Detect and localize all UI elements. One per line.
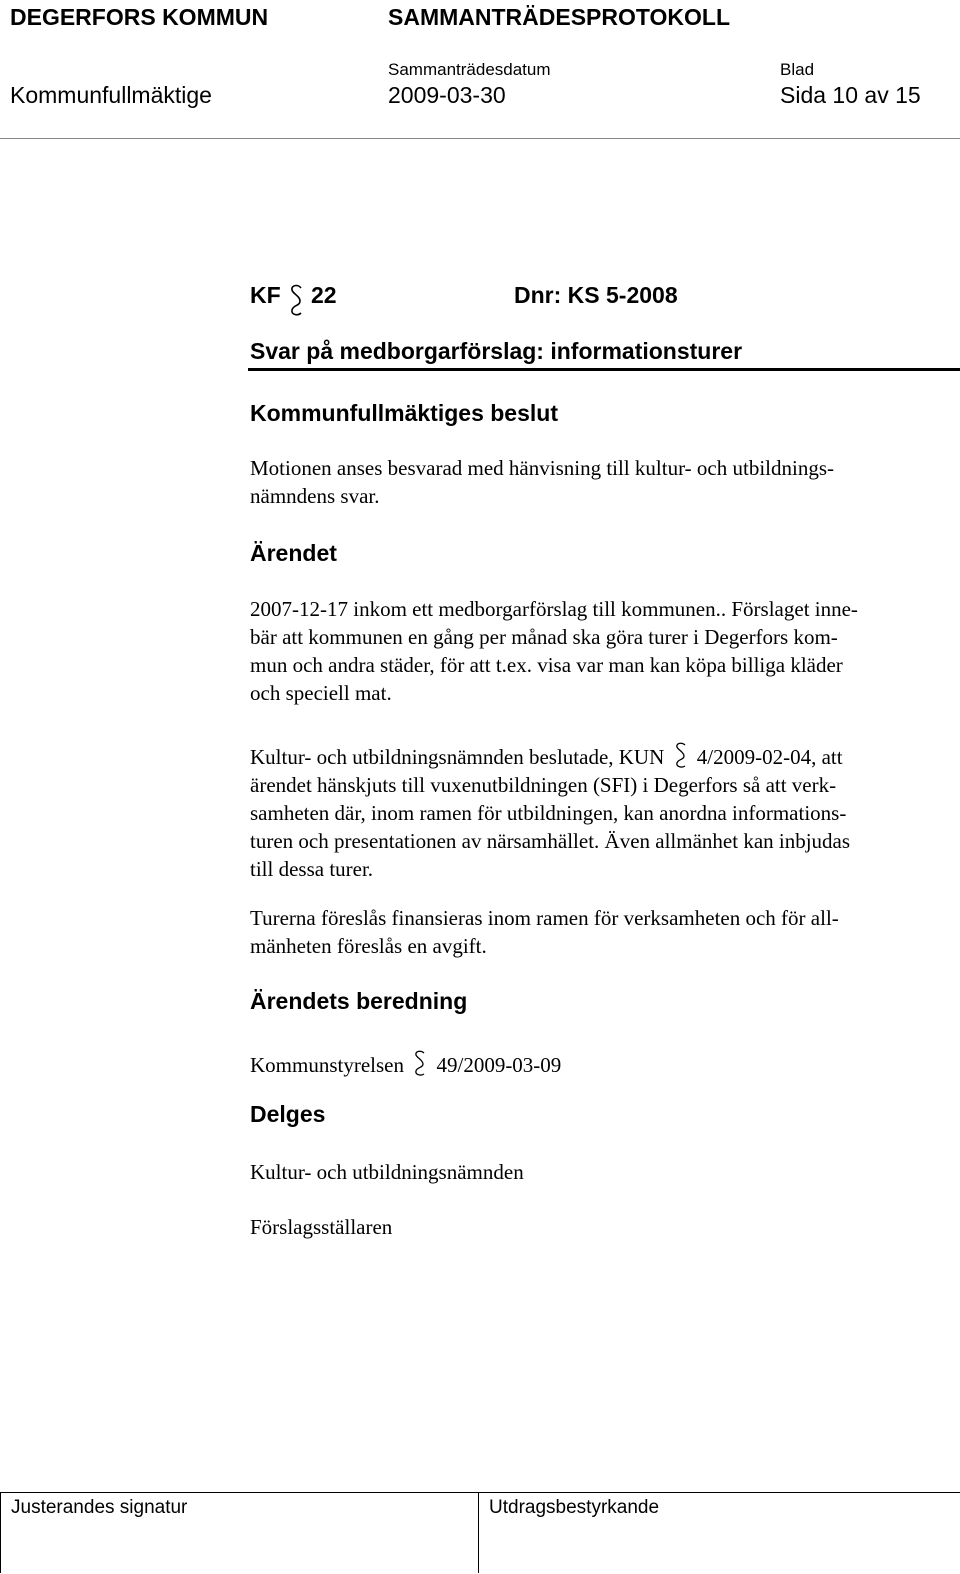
text-fragment: Kultur- och utbildningsnämnden beslutade, KUN bbox=[250, 745, 665, 769]
delges-item bbox=[250, 1213, 940, 1241]
case-title: Svar på medborgarförslag: informationsturer bbox=[250, 338, 743, 364]
text-line: bär att kommunen en gång per månad ska göra turer i Degerfors kom- bbox=[250, 625, 838, 649]
text-line: och speciell mat. bbox=[250, 681, 392, 705]
org-name: DEGERFORS KOMMUN bbox=[10, 4, 269, 30]
document-type: SAMMANTRÄDESPROTOKOLL bbox=[388, 4, 731, 30]
text-line bbox=[250, 736, 940, 771]
meeting-body: Kommunfullmäktige bbox=[10, 82, 212, 108]
text-line: mun och andra städer, för att t.ex. visa var man kan köpa billiga kläder bbox=[250, 653, 843, 677]
text-fragment: 49/2009-03-09 bbox=[436, 1053, 562, 1077]
section-sign-icon bbox=[413, 1044, 427, 1079]
text-line: Turerna föreslås finansieras inom ramen för verksamheten och för all- bbox=[250, 906, 839, 930]
text-line: 2007-12-17 inkom ett medborgarförslag till kommunen.. Förslaget inne- bbox=[250, 597, 858, 621]
text-line: mänheten föreslås en avgift. bbox=[250, 934, 487, 958]
text-line: samheten där, inom ramen för utbildningen, kan anordna informations- bbox=[250, 801, 847, 825]
extract-label: Utdragsbestyrkande bbox=[489, 1497, 660, 1518]
text-line: Motionen anses besvarad med hänvisning till kultur- och utbildnings- bbox=[250, 456, 834, 480]
signature-label: Justerandes signatur bbox=[11, 1497, 188, 1518]
beslut-heading: Kommunfullmäktiges beslut bbox=[250, 400, 558, 426]
blad-label: Blad bbox=[780, 60, 815, 79]
text-line: Förslagsställaren bbox=[250, 1215, 393, 1239]
meeting-date-label: Sammanträdesdatum bbox=[388, 60, 551, 79]
text-line bbox=[250, 1044, 940, 1079]
text-line: ärendet hänskjuts till vuxenutbildningen (SFI) i Degerfors så att verk- bbox=[250, 773, 837, 797]
text-fragment: Kommunstyrelsen bbox=[250, 1053, 404, 1077]
dnr: Dnr: KS 5-2008 bbox=[514, 282, 678, 308]
kf-label: KF bbox=[250, 282, 281, 308]
signature-footer bbox=[0, 1492, 960, 1574]
text-fragment: 4/2009-02-04, att bbox=[696, 745, 843, 769]
beredning-text bbox=[250, 1044, 940, 1079]
page-number: Sida 10 av 15 bbox=[780, 82, 921, 108]
signature-box bbox=[0, 1493, 479, 1573]
title-underline bbox=[248, 368, 960, 371]
arendet-paragraph-3 bbox=[250, 904, 940, 960]
text-line: nämndens svar. bbox=[250, 484, 380, 508]
meeting-date: 2009-03-30 bbox=[388, 82, 506, 108]
beslut-text bbox=[250, 454, 940, 510]
case-number: 22 bbox=[311, 282, 337, 308]
header-divider bbox=[0, 138, 960, 139]
section-sign-icon bbox=[674, 736, 688, 771]
arendet-heading: Ärendet bbox=[250, 540, 337, 566]
extract-box bbox=[478, 1493, 960, 1573]
delges-heading: Delges bbox=[250, 1101, 326, 1127]
arendet-paragraph-2 bbox=[250, 736, 940, 883]
section-sign-icon bbox=[288, 282, 304, 322]
beredning-heading: Ärendets beredning bbox=[250, 988, 468, 1014]
arendet-paragraph-1 bbox=[250, 595, 940, 707]
text-line: till dessa turer. bbox=[250, 857, 374, 881]
text-line: Kultur- och utbildningsnämnden bbox=[250, 1160, 524, 1184]
delges-item bbox=[250, 1158, 940, 1186]
text-line: turen och presentationen av närsamhället. Även allmänhet kan inbjudas bbox=[250, 829, 851, 853]
